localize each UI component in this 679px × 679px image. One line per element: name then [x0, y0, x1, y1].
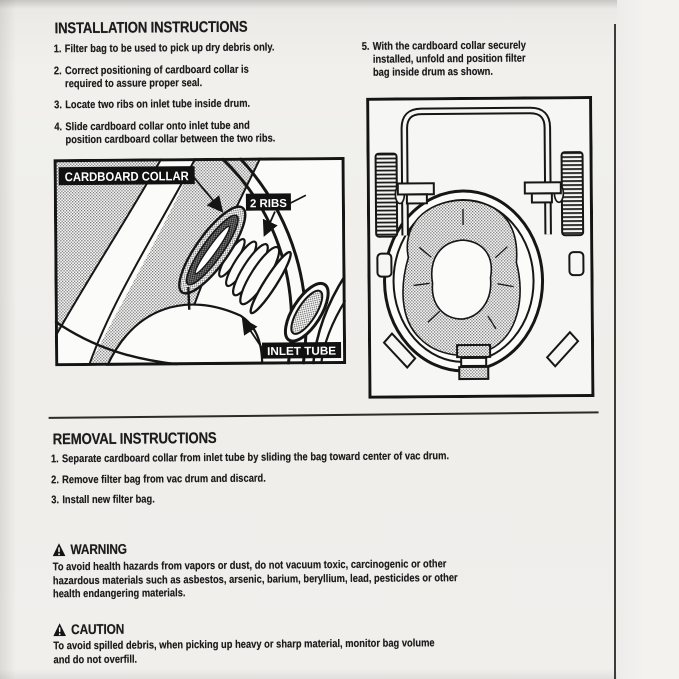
drum-left-clip: [377, 254, 391, 277]
warning-heading: [53, 541, 127, 558]
left-wheel: [376, 154, 398, 237]
step-text: Slide cardboard collar onto inlet tube and: [65, 119, 250, 134]
warning-triangle-icon: [53, 543, 66, 556]
caution-text: [53, 636, 597, 667]
caution-line: and do not overfill.: [53, 653, 138, 666]
step-number: 1.: [50, 453, 59, 466]
step-text: Filter bag to be used to pick up dry debris only.: [64, 41, 275, 56]
caution-heading: [53, 621, 124, 638]
step-number: 3.: [51, 494, 60, 507]
drum-bottom-port: [457, 345, 490, 379]
removal-step-1: [51, 449, 561, 466]
installation-step-4: [54, 119, 335, 147]
step-text: With the cardboard collar securely: [372, 39, 526, 53]
step-text: Remove filter bag from vac drum and discard.: [62, 472, 266, 487]
warning-triangle-icon: [53, 623, 66, 636]
step-number: 1.: [53, 43, 62, 56]
installation-step-3: [54, 97, 335, 112]
warning-line: health endangering materials.: [52, 587, 186, 601]
removal-title: REMOVAL INSTRUCTIONS: [52, 429, 217, 449]
warning-title: WARNING: [70, 540, 127, 558]
caution-title: CAUTION: [71, 620, 125, 638]
drum-right-clip: [569, 252, 583, 275]
installation-step-2: [54, 63, 335, 91]
two-ribs-label: 2 RIBS: [249, 197, 288, 211]
removal-step-2: [51, 470, 561, 487]
step-number: 2.: [51, 474, 59, 487]
step-text: installed, unfold and position filter: [372, 52, 526, 66]
step-text: Separate cardboard collar from inlet tube by sliding the bag toward center of vac drum.: [61, 450, 450, 466]
step-text: Correct positioning of cardboard collar is: [64, 63, 249, 78]
right-wheel: [562, 152, 584, 235]
step-number: 5.: [361, 40, 370, 53]
step-number: 4.: [54, 121, 63, 134]
section-divider: [49, 411, 599, 419]
installation-step-5: [362, 39, 558, 80]
installation-step-1: [54, 41, 335, 56]
figure-bag-in-drum: [366, 96, 594, 399]
step-text: Install new filter bag.: [62, 493, 155, 507]
step-text: bag inside drum as shown.: [372, 65, 494, 79]
step-text: Locate two ribs on inlet tube inside drum.: [65, 97, 251, 112]
step-text: position cardboard collar between the two ribs.: [65, 132, 276, 147]
caution-line: To avoid spilled debris, when picking up heavy or sharp material, monitor bag volume: [53, 637, 435, 653]
removal-step-3: [51, 490, 561, 507]
step-number: 2.: [53, 65, 62, 78]
inlet-tube-label: INLET TUBE: [267, 345, 335, 359]
warning-line: hazardous materials such as asbestos, arsenic, barium, beryllium, lead, pesticides or other: [52, 571, 458, 587]
cardboard-collar-label: CARDBOARD COLLAR: [64, 169, 203, 185]
warning-line: To avoid health hazards from vapors or dust, do not vacuum toxic, carcinogenic or other: [52, 558, 447, 574]
installation-title: INSTALLATION INSTRUCTIONS: [54, 18, 248, 38]
step-number: 3.: [54, 99, 63, 112]
step-text: required to assure proper seal.: [64, 77, 203, 91]
figure-collar-installation: [54, 157, 347, 366]
warning-text: [53, 557, 597, 602]
